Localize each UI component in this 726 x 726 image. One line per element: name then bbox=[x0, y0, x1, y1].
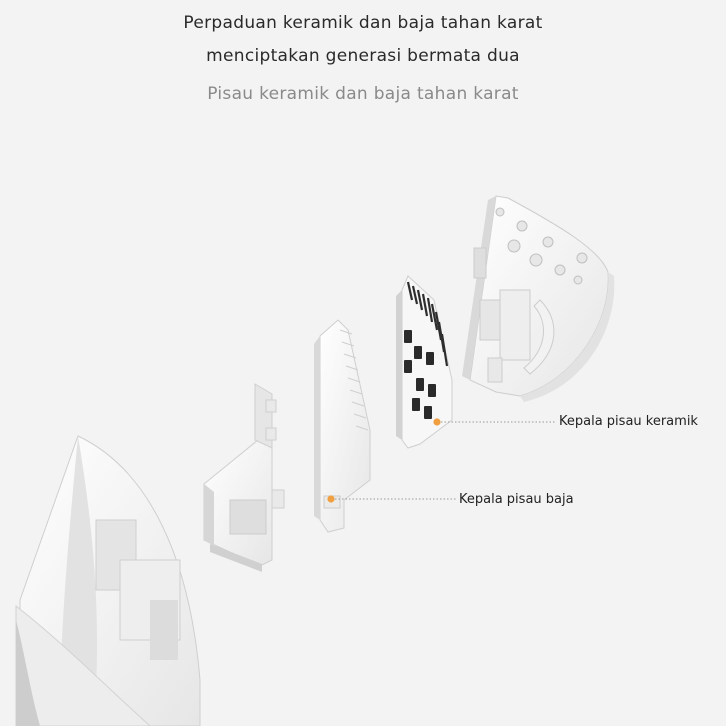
ceramic-blade bbox=[396, 276, 452, 448]
clipper-body-shell bbox=[16, 436, 200, 726]
subheadline: Pisau keramik dan baja tahan karat bbox=[207, 84, 519, 104]
headline-line-2: menciptakan generasi bermata dua bbox=[206, 46, 520, 66]
blade-bracket bbox=[204, 384, 284, 572]
callout-label-steel: Kepala pisau baja bbox=[459, 492, 574, 507]
callout-label-ceramic: Kepala pisau keramik bbox=[559, 414, 698, 429]
blade-head-cover bbox=[462, 196, 614, 402]
headline-line-1: Perpaduan keramik dan baja tahan karat bbox=[183, 13, 543, 33]
steel-blade bbox=[314, 320, 370, 532]
